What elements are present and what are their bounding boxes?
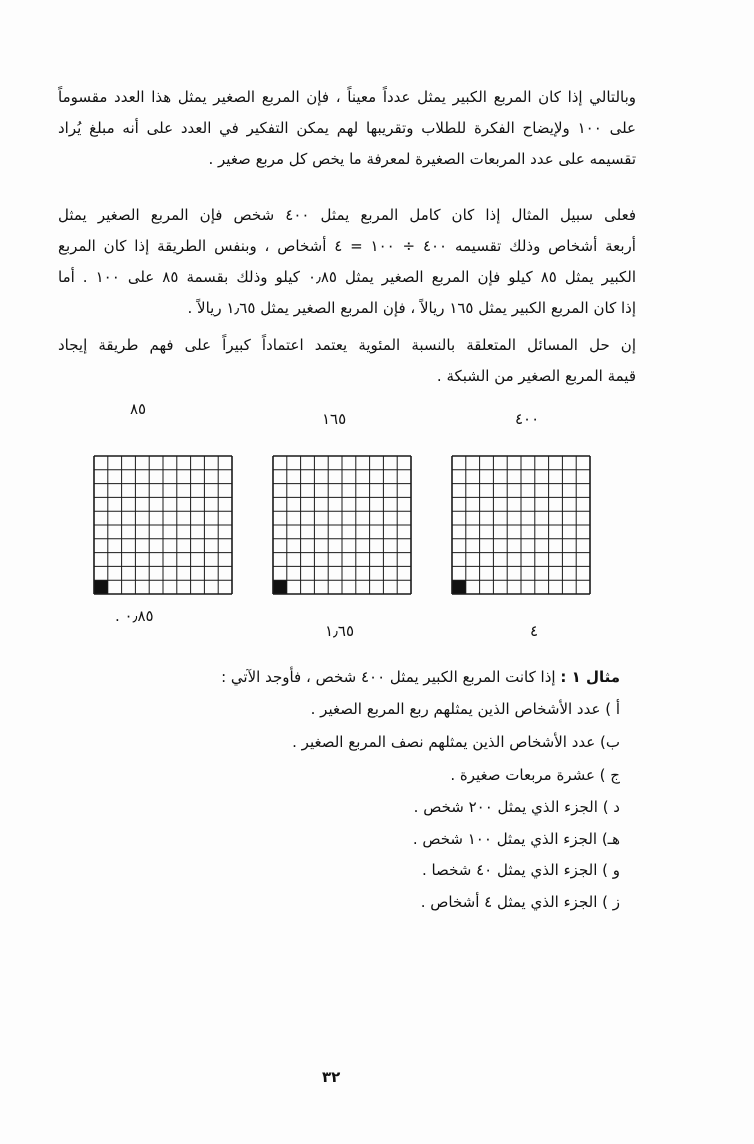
- paragraph-line: الكبير يمثل ٨٥ كيلو فإن المربع الصغير يمثل ٠٫٨٥ كيلو وذلك بقسمة ٨٥ على ١٠٠ . أما: [58, 268, 637, 286]
- example-item: أ ) عدد الأشخاص الذين يمثلهم ربع المربع الصغير .: [310, 700, 620, 718]
- grid-top-label-left: ٨٥: [130, 400, 147, 418]
- example-question: إذا كانت المربع الكبير يمثل ٤٠٠ شخص ، فأوجد الآتي :: [221, 668, 561, 686]
- grid-bottom-label-left: ٠٫٨٥ .: [115, 607, 154, 625]
- paragraph-line: وبالتالي إذا كان المربع الكبير يمثل عدداً معيناً ، فإن المربع الصغير يمثل هذا العدد مقسوماً: [58, 88, 636, 106]
- example-item: ج ) عشرة مربعات صغيرة .: [450, 766, 620, 784]
- paragraph-line: قيمة المربع الصغير من الشبكة .: [436, 367, 636, 385]
- hundred-grid-svg: [451, 455, 591, 595]
- paragraph-line: أربعة أشخاص وذلك تقسيمه ٤٠٠ ÷ ١٠٠ = ٤ أشخاص ، وبنفس الطريقة إذا كان المربع: [58, 237, 636, 255]
- example-item: ب) عدد الأشخاص الذين يمثلهم نصف المربع الصغير .: [292, 733, 620, 751]
- paragraph-line: تقسيمه على عدد المربعات الصغيرة لمعرفة ما يخص كل مربع صغير .: [208, 150, 636, 168]
- hundred-grid-svg: [272, 455, 412, 595]
- example-item: ز ) الجزء الذي يمثل ٤ أشخاص .: [420, 893, 620, 911]
- grid-bottom-label-right: ٤: [530, 622, 539, 640]
- shaded-cell: [273, 580, 287, 594]
- example-item: د ) الجزء الذي يمثل ٢٠٠ شخص .: [413, 798, 620, 816]
- page-number: ٣٢: [322, 1068, 341, 1086]
- example-item: هـ) الجزء الذي يمثل ١٠٠ شخص .: [412, 830, 620, 848]
- paragraph-line: إن حل المسائل المتعلقة بالنسبة المئوية يعتمد اعتماداً كبيراً على فهم طريقة إيجاد: [58, 336, 636, 354]
- paragraph-example-explanation: [58, 200, 636, 324]
- grid-top-label-middle: ١٦٥: [322, 410, 347, 428]
- shaded-cell: [452, 580, 466, 594]
- shaded-cell: [94, 580, 108, 594]
- paragraph-line: على ١٠٠ ولإيضاح الفكرة للطلاب وتقريبها لهم يمكن التفكير في العدد على أنه مبلغ يُراد: [58, 119, 636, 137]
- grid-top-label-right: ٤٠٠: [515, 410, 540, 428]
- paragraph-intro: [58, 82, 636, 175]
- example-title: [221, 668, 620, 686]
- paragraph-conclusion: [58, 330, 636, 392]
- paragraph-line: فعلى سبيل المثال إذا كان كامل المربع يمثل ٤٠٠ شخص فإن المربع الصغير يمثل: [58, 206, 636, 224]
- example-item: و ) الجزء الذي يمثل ٤٠ شخصا .: [421, 861, 620, 879]
- hundred-grid-middle: [272, 455, 412, 595]
- hundred-grid-svg: [93, 455, 233, 595]
- paragraph-line: إذا كان المربع الكبير يمثل ١٦٥ ريالاً ، فإن المربع الصغير يمثل ١٫٦٥ ريالاً .: [187, 299, 636, 317]
- grid-bottom-label-middle: ١٫٦٥: [325, 622, 355, 640]
- hundred-grid-left: [93, 455, 233, 595]
- hundred-grid-right: [451, 455, 591, 595]
- example-label: مثال ١ :: [560, 668, 620, 686]
